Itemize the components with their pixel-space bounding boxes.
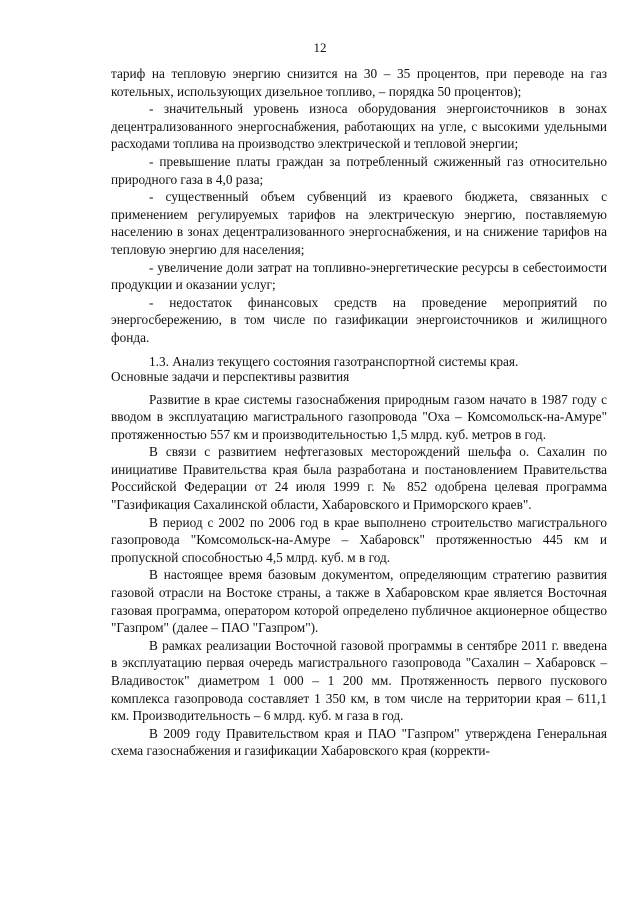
paragraph-sakhalin-program: В связи с развитием нефтегазовых месторождений шельфа о. Сахалин по инициативе Правительства края была разработана и постановлением Правительства Российской Федерации от 24 июля 1999 г. № 852 одобрена целевая программа "Газификация Сахалинской области, Хабаровского и Приморского краев".	[111, 444, 607, 513]
paragraph-pipeline-construction: В период с 2002 по 2006 год в крае выполнено строительство магистрального газопровода "Комсомольск-на-Амуре – Хабаровск" протяженностью 445 км и пропускной способностью 4,5 млрд. куб. м в год.	[111, 514, 607, 565]
section-heading-line1: 1.3. Анализ текущего состояния газотранспортной системы края.	[149, 353, 519, 369]
list-item-equipment-wear: - значительный уровень износа оборудования энергоисточников в зонах децентрализованного энергоснабжения, работающих на угле, с высокими удельными расходами топлива на производство электрической и тепловой энергии;	[111, 101, 607, 152]
document-body	[111, 65, 607, 760]
paragraph-eastern-program: В настоящее время базовым документом, определяющим стратегию развития газовой отрасли на Востоке страны, а также в Хабаровском крае является Восточная газовая программа, оператором которой определено публичное акционерное общество "Газпром" (далее – ПАО "Газпром").	[111, 567, 607, 636]
list-item-lpg-price: - превышение платы граждан за потребленный сжиженный газ относительно природного газа в 4,0 раза;	[111, 153, 607, 187]
list-item-fuel-costs: - увеличение доли затрат на топливно-энергетические ресурсы в себестоимости продукции и оказании услуг;	[111, 259, 607, 293]
list-item-subventions: - существенный объем субвенций из краевого бюджета, связанных с применением регулируемых тарифов на электрическую энергию, поставляемую населению в зонах децентрализованного энергоснабжения, и на снижение тарифов на тепловую энергию для населения;	[111, 189, 607, 257]
section-heading-line2: Основные задачи и перспективы развития	[111, 368, 350, 384]
paragraph-sakhalin-vladivostok: В рамках реализации Восточной газовой программы в сентябре 2011 г. введена в эксплуатацию первая очередь магистрального газопровода "Сахалин – Хабаровск – Владивосток" диаметром 1 000 – 1 200 мм. Протяженность первого пускового комплекса газопровода составляет 1 350 км, в том числе на территории края – 611,1 км. Производительность – 6 млрд. куб. м газа в год.	[111, 637, 607, 724]
paragraph-general-scheme: В 2009 году Правительством края и ПАО "Газпром" утверждена Генеральная схема газоснабжения и газификации Хабаровского края (корректи-	[111, 725, 607, 759]
paragraph-gas-history: Развитие в крае системы газоснабжения природным газом начато в 1987 году с вводом в эксплуатацию магистрального газопровода "Оха – Комсомольск-на-Амуре" протяженностью 557 км и производительностью 1,5 млрд. куб. метров в год.	[111, 391, 607, 442]
paragraph-tariff-continuation: тариф на тепловую энергию снизится на 30 – 35 процентов, при переводе на газ котельных, использующих дизельное топливо, – порядка 50 процентов);	[111, 66, 607, 99]
section-heading	[111, 354, 607, 384]
page-number: 12	[313, 40, 327, 55]
list-item-funding-shortage: - недостаток финансовых средств на проведение мероприятий по энергосбережению, в том числе по газификации энергоисточников и жилищного фонда.	[111, 294, 607, 345]
